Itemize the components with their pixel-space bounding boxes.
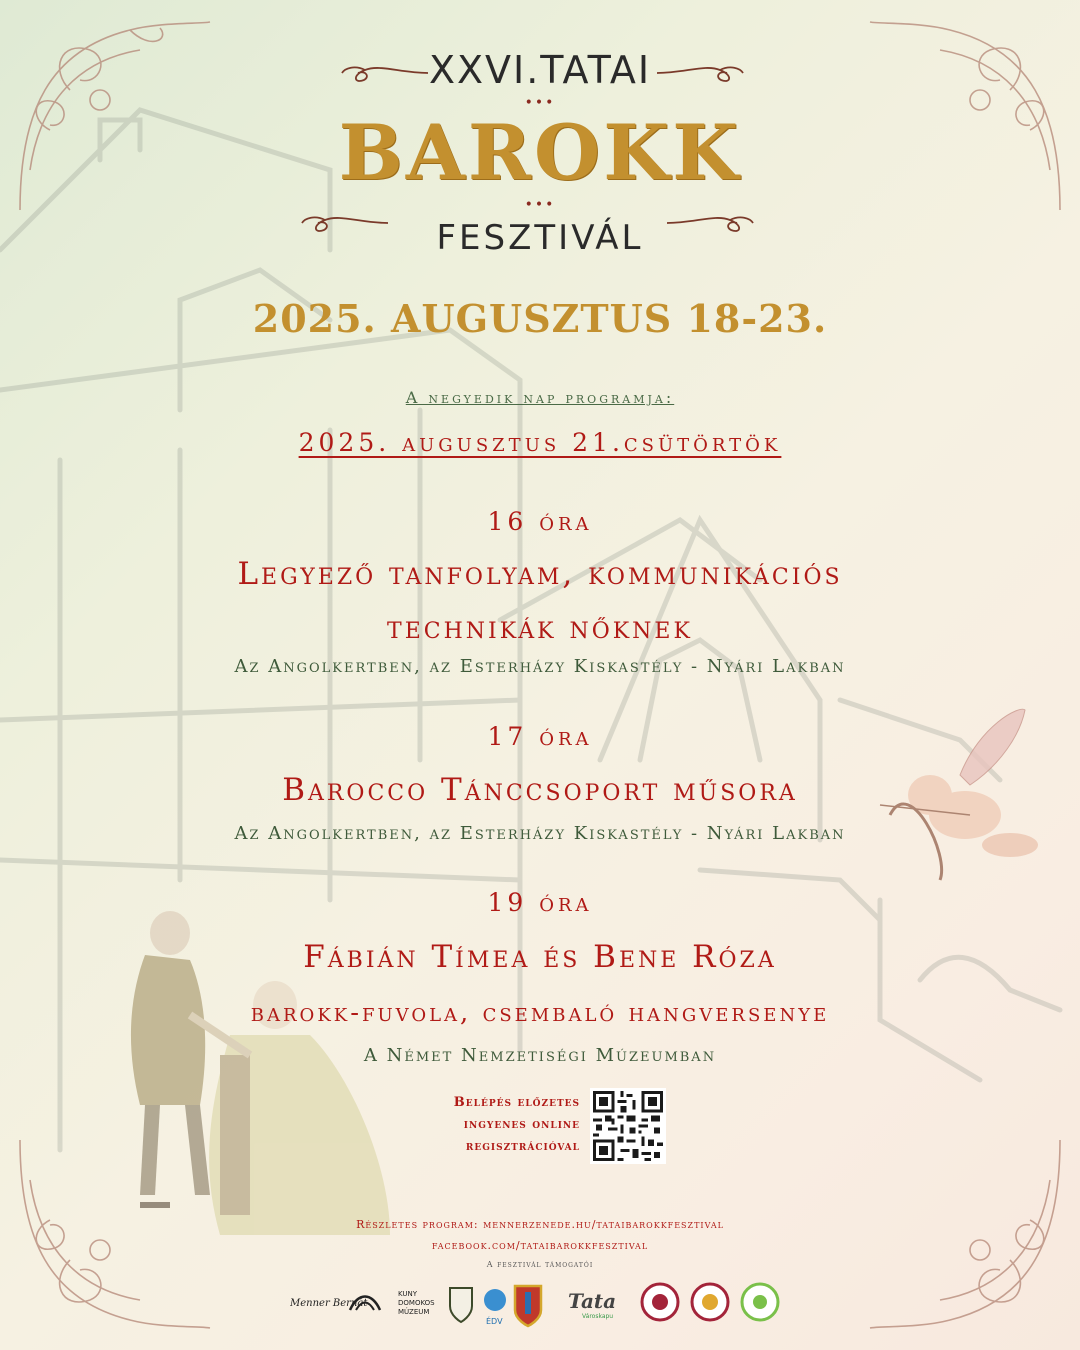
festival-title: BAROKK (338, 108, 742, 197)
kuny-logo-text: MÚZEUM (398, 1308, 430, 1316)
menner-logo-text: Menner Bernát (290, 1298, 368, 1309)
round-seal-icon (692, 1284, 728, 1320)
round-seal-icon (742, 1284, 778, 1320)
facebook-link[interactable]: facebook.com/tataibarokkfesztival (431, 1239, 649, 1252)
edv-logo-icon (484, 1289, 506, 1326)
round-seal-icon (642, 1284, 678, 1320)
registration-line: regisztrációval (465, 1139, 580, 1154)
tata-logo-icon (568, 1289, 616, 1320)
festival-subtitle: FESZTIVÁL (436, 218, 644, 258)
festival-series: XXVI.TATAI (428, 48, 652, 92)
event-hour: 16 óra (487, 507, 593, 536)
registration-line: Belépés előzetes (453, 1095, 580, 1110)
event-venue: Az Angolkertben, az Esterházy Kiskastély - Nyári Lakban (234, 823, 846, 844)
tata-logo-subtitle: Városkapu (582, 1313, 614, 1320)
kuny-logo-text: KUNY (398, 1290, 418, 1298)
event-venue: Az Angolkertben, az Esterházy Kiskastély - Nyári Lakban (234, 656, 846, 677)
flourish-left-icon (340, 60, 430, 86)
kuny-logo-text: DOMOKOS (398, 1299, 435, 1307)
day-date: 2025. augusztus 21.csütörtök (298, 428, 782, 457)
ornament-dots: ••• (524, 197, 556, 213)
tata-logo-text: Tata (568, 1289, 617, 1313)
kuny-museum-logo-icon (350, 1290, 435, 1316)
event-title: Barocco Tánccsoport műsora (282, 772, 798, 808)
shield-badge-icon (450, 1288, 472, 1322)
festival-dates: 2025. AUGUSZTUS 18-23. (252, 296, 828, 341)
event-hour: 17 óra (487, 722, 593, 751)
event-title: Legyező tanfolyam, kommunikációs (237, 556, 843, 592)
corner-ornament-icon (860, 1130, 1070, 1340)
ornament-dots: ••• (524, 95, 556, 111)
event-hour: 19 óra (487, 888, 593, 917)
edv-logo-text: ÉDV (486, 1317, 503, 1326)
sponsors-label: A fesztivál támogatói (486, 1260, 594, 1269)
flourish-left-icon (300, 210, 390, 236)
flourish-right-icon (665, 210, 755, 236)
registration-qr-code[interactable] (590, 1088, 666, 1164)
registration-note (400, 1092, 580, 1158)
event-venue: A Német Nemzetiségi Múzeumban (363, 1045, 717, 1066)
event-title: Fábián Tímea és Bene Róza (303, 939, 777, 975)
sponsor-logos (290, 1276, 790, 1332)
coat-of-arms-icon (515, 1286, 541, 1326)
program-link[interactable]: Részletes program: mennerzenede.hu/tataibarokkfesztival (356, 1218, 724, 1231)
day-intro: A negyedik nap programja: (405, 388, 675, 407)
flourish-right-icon (655, 60, 745, 86)
registration-line: ingyenes online (463, 1117, 580, 1132)
event-title: technikák nőknek (387, 610, 693, 646)
event-title: barokk-fuvola, csembaló hangversenye (250, 998, 830, 1028)
